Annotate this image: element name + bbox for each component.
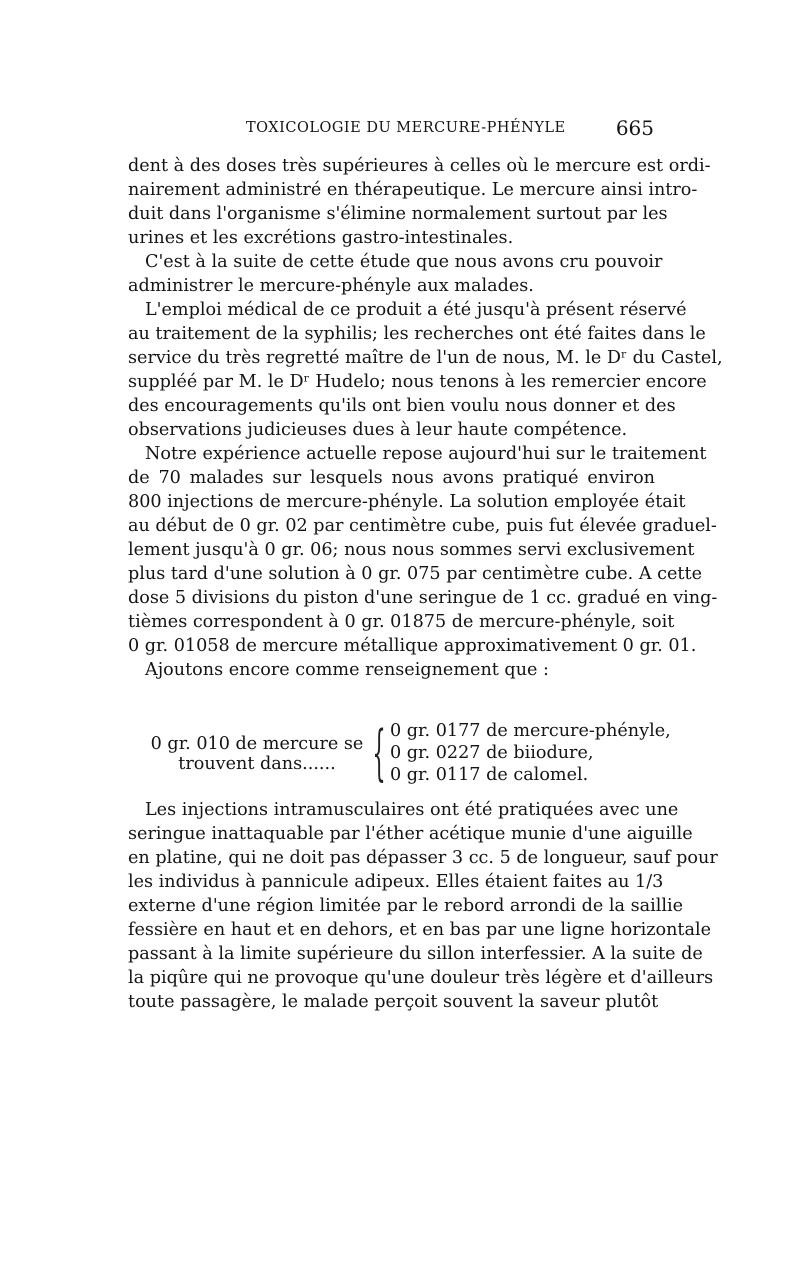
text-line: dent à des doses très supérieures à celles où le mercure est ordi- — [128, 156, 711, 176]
table-left-line: trouvent dans...... — [178, 754, 336, 774]
text-line: des encouragements qu'ils ont bien voulu nous donner et des — [128, 396, 676, 416]
text-line: au traitement de la syphilis; les recherches ont été faites dans le — [128, 324, 706, 344]
text-line: au début de 0 gr. 02 par centimètre cube, puis fut élevée graduel- — [128, 516, 717, 536]
page-number: 665 — [615, 116, 654, 140]
text-line: dose 5 divisions du piston d'une seringue de 1 cc. gradué en ving- — [128, 588, 718, 608]
table-value: 0 gr. 0117 de calomel. — [390, 765, 589, 785]
text-line: nairement administré en thérapeutique. Le mercure ainsi intro- — [128, 180, 698, 200]
text-line: C'est à la suite de cette étude que nous avons cru pouvoir — [145, 252, 663, 272]
text-line: service du très regretté maître de l'un de nous, M. le Dʳ du Castel, — [128, 348, 723, 368]
body-text-bottom — [128, 798, 718, 1014]
running-title: TOXICOLOGIE DU MERCURE-PHÉNYLE — [246, 120, 566, 136]
text-line: plus tard d'une solution à 0 gr. 075 par centimètre cube. A cette — [128, 564, 702, 584]
text-line: toute passagère, le malade perçoit souvent la saveur plutôt — [128, 992, 659, 1012]
text-line: duit dans l'organisme s'élimine normalement surtout par les — [128, 204, 668, 224]
text-line: passant à la limite supérieure du sillon interfessier. A la suite de — [128, 944, 703, 964]
text-line: externe d'une région limitée par le rebord arrondi de la saillie — [128, 896, 684, 916]
text-line: suppléé par M. le Dʳ Hudelo; nous tenons à les remercier encore — [128, 372, 707, 392]
text-line: Les injections intramusculaires ont été pratiquées avec une — [145, 800, 679, 820]
text-line: observations judicieuses dues à leur haute compétence. — [128, 420, 628, 440]
text-line: seringue inattaquable par l'éther acétique munie d'une aiguille — [128, 824, 693, 844]
text-line: les individus à pannicule adipeux. Elles étaient faites au 1/3 — [128, 872, 664, 892]
body-text-top — [128, 154, 723, 682]
text-line: Notre expérience actuelle repose aujourd'hui sur le traitement — [145, 444, 707, 464]
page-header — [128, 118, 658, 144]
brace-symbol: { — [372, 718, 386, 788]
table-right-values — [390, 720, 671, 786]
text-line: en platine, qui ne doit pas dépasser 3 cc. 5 de longueur, sauf pour — [128, 848, 718, 868]
text-line: Ajoutons encore comme renseignement que : — [145, 660, 549, 680]
text-line: lement jusqu'à 0 gr. 06; nous nous sommes servi exclusivement — [128, 540, 695, 560]
text-line: L'emploi médical de ce produit a été jusqu'à présent réservé — [145, 300, 687, 320]
text-line: 800 injections de mercure-phényle. La solution employée était — [128, 492, 686, 512]
text-line: urines et les excrétions gastro-intestinales. — [128, 228, 514, 248]
text-line: administrer le mercure-phényle aux malades. — [128, 276, 534, 296]
text-line: 0 gr. 01058 de mercure métallique approximativement 0 gr. 01. — [128, 636, 697, 656]
text-line: fessière en haut et en dehors, et en bas par une ligne horizontale — [128, 920, 712, 940]
text-line: tièmes correspondent à 0 gr. 01875 de mercure-phényle, soit — [128, 612, 675, 632]
text-line: la piqûre qui ne provoque qu'une douleur très légère et d'ailleurs — [128, 968, 714, 988]
table-left-line: 0 gr. 010 de mercure se — [150, 734, 364, 754]
table-left-label — [146, 734, 368, 774]
text-line: de 70 malades sur lesquels nous avons pratiqué environ — [128, 468, 655, 488]
table-value: 0 gr. 0177 de mercure-phényle, — [390, 721, 671, 741]
equivalence-table — [128, 712, 671, 792]
table-value: 0 gr. 0227 de biiodure, — [390, 743, 594, 763]
